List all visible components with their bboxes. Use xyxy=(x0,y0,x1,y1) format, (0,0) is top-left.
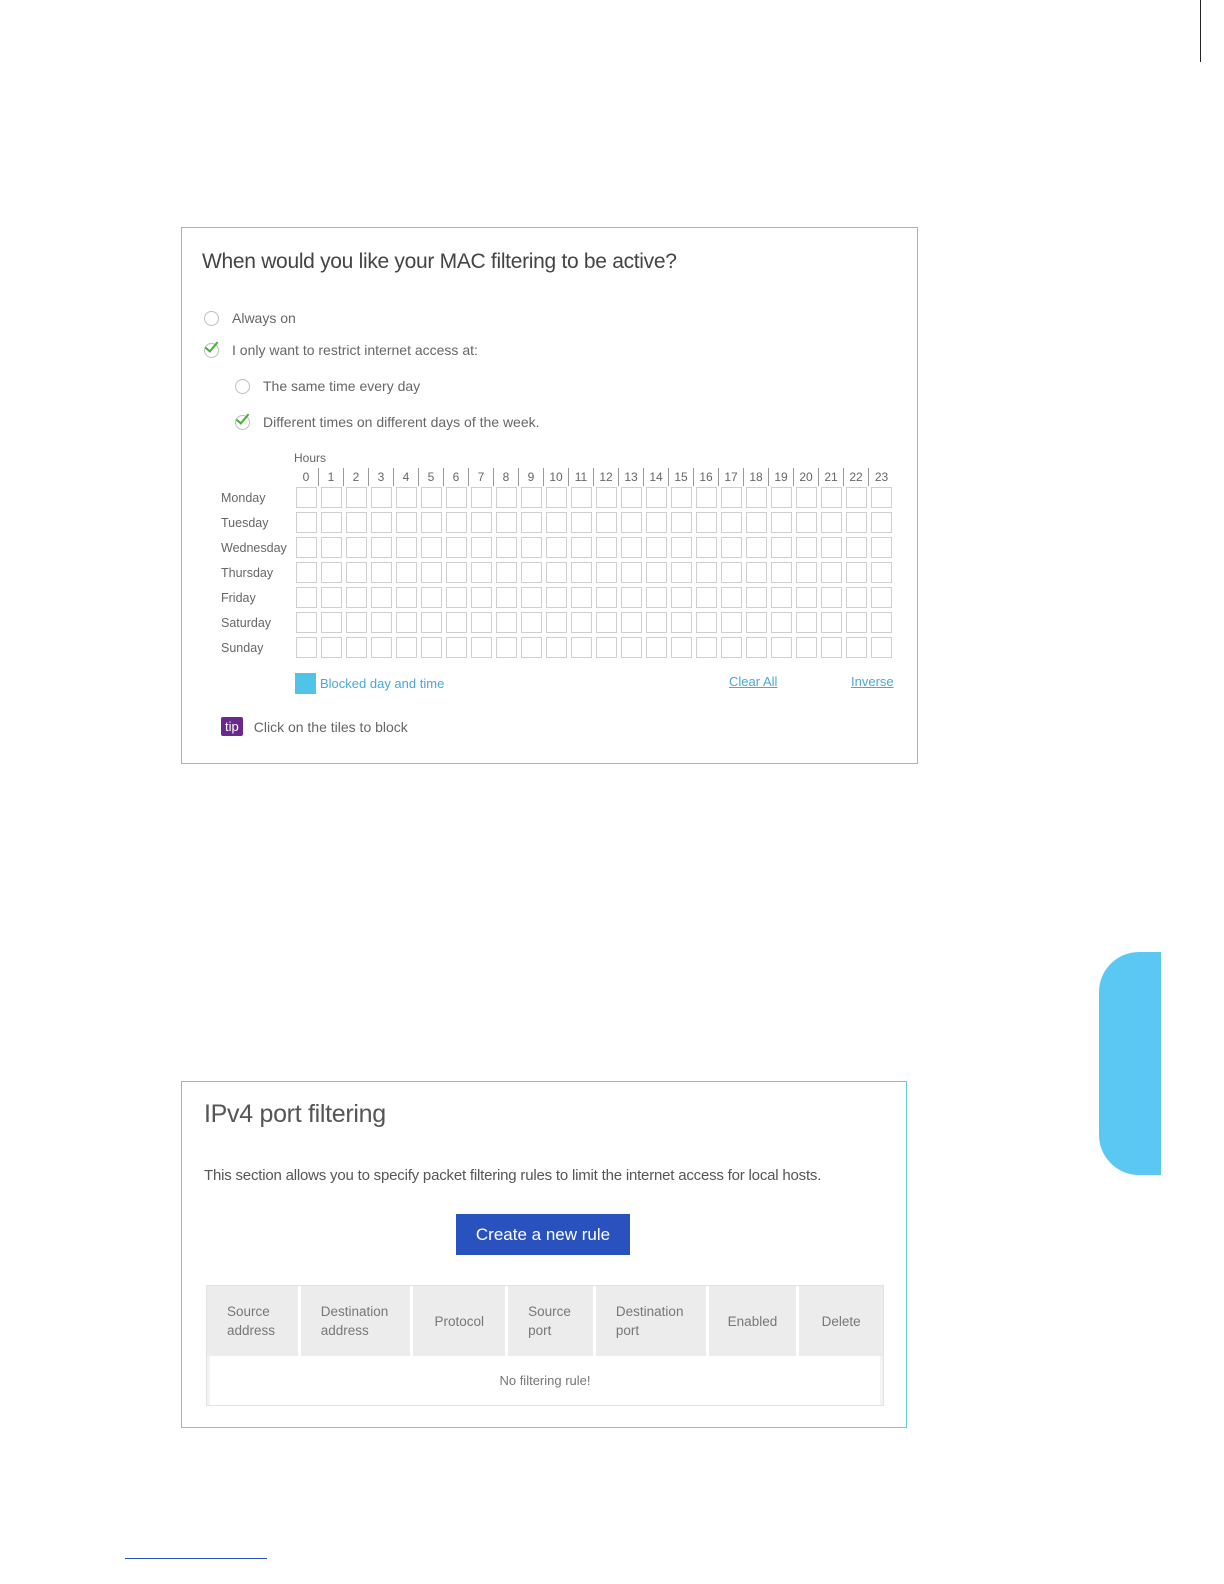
schedule-tile[interactable] xyxy=(346,487,367,508)
option-different-times[interactable] xyxy=(235,414,540,430)
schedule-tile[interactable] xyxy=(321,512,342,533)
column-header: Protocol xyxy=(413,1286,508,1356)
schedule-tile[interactable] xyxy=(421,587,442,608)
schedule-tile[interactable] xyxy=(696,512,717,533)
schedule-tile[interactable] xyxy=(796,612,817,633)
schedule-tile[interactable] xyxy=(771,487,792,508)
always-on-label: Always on xyxy=(232,310,296,326)
schedule-tile[interactable] xyxy=(821,512,842,533)
schedule-tile[interactable] xyxy=(871,612,892,633)
schedule-tile[interactable] xyxy=(771,637,792,658)
schedule-tile[interactable] xyxy=(596,487,617,508)
schedule-tile[interactable] xyxy=(621,512,642,533)
schedule-tile[interactable] xyxy=(521,612,542,633)
schedule-tile[interactable] xyxy=(371,487,392,508)
schedule-tile[interactable] xyxy=(321,562,342,583)
schedule-tile[interactable] xyxy=(571,512,592,533)
hour-header-cell: 23 xyxy=(874,470,889,484)
option-always-on[interactable] xyxy=(204,310,296,326)
hour-header-cell: 4 xyxy=(394,468,419,486)
schedule-tile[interactable] xyxy=(346,512,367,533)
schedule-tile[interactable] xyxy=(321,487,342,508)
hour-header-cell: 19 xyxy=(769,468,794,486)
schedule-tile[interactable] xyxy=(871,587,892,608)
option-restrict[interactable] xyxy=(204,342,478,358)
schedule-tile[interactable] xyxy=(796,512,817,533)
schedule-tile[interactable] xyxy=(396,637,417,658)
blocked-legend-label: Blocked day and time xyxy=(320,676,445,691)
hour-header-cell: 21 xyxy=(819,468,844,486)
different-times-checkmark-radio[interactable] xyxy=(235,415,250,430)
schedule-tile[interactable] xyxy=(496,487,517,508)
schedule-grid xyxy=(294,468,894,661)
schedule-tile[interactable] xyxy=(621,537,642,558)
same-time-radio[interactable] xyxy=(235,379,250,394)
column-header: Source address xyxy=(207,1286,301,1356)
schedule-tile[interactable] xyxy=(471,637,492,658)
schedule-tile[interactable] xyxy=(696,612,717,633)
schedule-tile[interactable] xyxy=(471,587,492,608)
schedule-tile[interactable] xyxy=(396,487,417,508)
tip-box xyxy=(221,717,408,736)
schedule-tile[interactable] xyxy=(521,587,542,608)
always-on-radio[interactable] xyxy=(204,311,219,326)
schedule-tile[interactable] xyxy=(871,562,892,583)
schedule-tile[interactable] xyxy=(621,637,642,658)
schedule-tile[interactable] xyxy=(571,562,592,583)
schedule-tile[interactable] xyxy=(521,637,542,658)
hour-header-cell: 7 xyxy=(469,468,494,486)
schedule-tile[interactable] xyxy=(321,537,342,558)
schedule-tile[interactable] xyxy=(746,637,767,658)
schedule-tile[interactable] xyxy=(446,537,467,558)
hour-header-cell: 5 xyxy=(419,468,444,486)
schedule-tile[interactable] xyxy=(746,587,767,608)
day-tile-rows xyxy=(294,486,894,661)
schedule-tile[interactable] xyxy=(546,637,567,658)
schedule-tile[interactable] xyxy=(846,637,867,658)
mac-filter-title: When would you like your MAC filtering to be active? xyxy=(202,250,677,273)
schedule-tile[interactable] xyxy=(321,587,342,608)
day-label: Friday xyxy=(221,591,256,605)
inverse-link[interactable]: Inverse xyxy=(851,674,894,689)
column-header: Source port xyxy=(508,1286,596,1356)
schedule-tile[interactable] xyxy=(846,612,867,633)
day-label: Tuesday xyxy=(221,516,269,530)
schedule-tile[interactable] xyxy=(471,537,492,558)
hour-header-cell: 0 xyxy=(294,468,319,486)
restrict-label: I only want to restrict internet access at: xyxy=(232,342,478,358)
schedule-tile[interactable] xyxy=(646,537,667,558)
schedule-tile[interactable] xyxy=(371,637,392,658)
schedule-tile[interactable] xyxy=(421,487,442,508)
schedule-tile[interactable] xyxy=(521,562,542,583)
tip-badge: tip xyxy=(221,717,243,736)
page-edge-rule xyxy=(1200,0,1201,62)
schedule-tile[interactable] xyxy=(696,637,717,658)
hour-header-cell: 8 xyxy=(494,468,519,486)
schedule-tile[interactable] xyxy=(621,612,642,633)
schedule-tile[interactable] xyxy=(646,512,667,533)
schedule-tile[interactable] xyxy=(421,512,442,533)
schedule-tile[interactable] xyxy=(671,612,692,633)
schedule-tile[interactable] xyxy=(696,587,717,608)
schedule-tile[interactable] xyxy=(396,562,417,583)
hour-header-cell: 13 xyxy=(619,468,644,486)
schedule-tile[interactable] xyxy=(796,487,817,508)
schedule-tile[interactable] xyxy=(796,587,817,608)
schedule-tile[interactable] xyxy=(371,612,392,633)
column-header: Enabled xyxy=(709,1286,800,1356)
tip-text: Click on the tiles to block xyxy=(253,718,408,735)
schedule-tile[interactable] xyxy=(646,487,667,508)
schedule-tile[interactable] xyxy=(421,612,442,633)
schedule-tile[interactable] xyxy=(446,612,467,633)
schedule-tile[interactable] xyxy=(571,612,592,633)
schedule-tile[interactable] xyxy=(721,587,742,608)
schedule-tile[interactable] xyxy=(521,487,542,508)
day-label: Wednesday xyxy=(221,541,287,555)
schedule-tile[interactable] xyxy=(396,537,417,558)
hour-header-cell: 10 xyxy=(544,468,569,486)
schedule-tile[interactable] xyxy=(321,637,342,658)
schedule-tile[interactable] xyxy=(296,537,317,558)
schedule-tile[interactable] xyxy=(346,587,367,608)
hour-header-cell: 16 xyxy=(694,468,719,486)
schedule-tile[interactable] xyxy=(696,562,717,583)
schedule-tile[interactable] xyxy=(446,587,467,608)
schedule-tile[interactable] xyxy=(671,487,692,508)
hour-header-cell: 20 xyxy=(794,468,819,486)
schedule-tile[interactable] xyxy=(771,612,792,633)
schedule-tile[interactable] xyxy=(296,487,317,508)
schedule-tile[interactable] xyxy=(871,487,892,508)
day-row xyxy=(294,611,894,636)
schedule-tile[interactable] xyxy=(421,537,442,558)
schedule-tile[interactable] xyxy=(721,537,742,558)
rules-table xyxy=(206,1285,884,1406)
option-same-time[interactable] xyxy=(235,378,420,394)
blocked-swatch xyxy=(295,673,316,694)
schedule-tile[interactable] xyxy=(446,637,467,658)
schedule-tile[interactable] xyxy=(521,512,542,533)
schedule-tile[interactable] xyxy=(771,512,792,533)
schedule-tile[interactable] xyxy=(671,637,692,658)
schedule-tile[interactable] xyxy=(846,537,867,558)
blocked-legend xyxy=(295,673,444,694)
schedule-tile[interactable] xyxy=(596,537,617,558)
schedule-tile[interactable] xyxy=(546,487,567,508)
schedule-tile[interactable] xyxy=(421,637,442,658)
schedule-tile[interactable] xyxy=(521,537,542,558)
schedule-tile[interactable] xyxy=(696,487,717,508)
schedule-tile[interactable] xyxy=(746,512,767,533)
schedule-tile[interactable] xyxy=(621,562,642,583)
schedule-tile[interactable] xyxy=(871,637,892,658)
schedule-tile[interactable] xyxy=(346,537,367,558)
schedule-tile[interactable] xyxy=(571,637,592,658)
day-row xyxy=(294,586,894,611)
hour-header-cell: 22 xyxy=(844,468,869,486)
day-row xyxy=(294,536,894,561)
schedule-tile[interactable] xyxy=(696,537,717,558)
schedule-tile[interactable] xyxy=(596,562,617,583)
schedule-tile[interactable] xyxy=(346,562,367,583)
schedule-tile[interactable] xyxy=(446,487,467,508)
day-label: Saturday xyxy=(221,616,272,630)
schedule-tile[interactable] xyxy=(546,562,567,583)
mac-filter-schedule-panel xyxy=(181,227,918,764)
schedule-tile[interactable] xyxy=(496,587,517,608)
schedule-tile[interactable] xyxy=(596,637,617,658)
schedule-tile[interactable] xyxy=(496,612,517,633)
schedule-tile[interactable] xyxy=(646,612,667,633)
schedule-tile[interactable] xyxy=(371,537,392,558)
column-header: Destination port xyxy=(596,1286,709,1356)
schedule-tile[interactable] xyxy=(421,562,442,583)
hour-header-cell: 1 xyxy=(319,468,344,486)
schedule-tile[interactable] xyxy=(446,512,467,533)
schedule-tile[interactable] xyxy=(346,612,367,633)
schedule-tile[interactable] xyxy=(721,612,742,633)
schedule-tile[interactable] xyxy=(496,512,517,533)
schedule-tile[interactable] xyxy=(371,587,392,608)
schedule-tile[interactable] xyxy=(671,537,692,558)
schedule-tile[interactable] xyxy=(646,562,667,583)
day-label: Monday xyxy=(221,491,266,505)
schedule-tile[interactable] xyxy=(821,587,842,608)
schedule-tile[interactable] xyxy=(296,637,317,658)
schedule-tile[interactable] xyxy=(846,562,867,583)
schedule-tile[interactable] xyxy=(821,487,842,508)
schedule-tile[interactable] xyxy=(471,612,492,633)
schedule-tile[interactable] xyxy=(446,562,467,583)
schedule-tile[interactable] xyxy=(596,587,617,608)
schedule-tile[interactable] xyxy=(546,537,567,558)
schedule-tile[interactable] xyxy=(746,537,767,558)
schedule-tile[interactable] xyxy=(396,512,417,533)
hour-header-cell: 18 xyxy=(744,468,769,486)
hour-header-cell: 11 xyxy=(569,468,594,486)
day-row xyxy=(294,636,894,661)
schedule-tile[interactable] xyxy=(496,637,517,658)
schedule-tile[interactable] xyxy=(296,512,317,533)
hour-header-cell: 6 xyxy=(444,468,469,486)
hour-header-cell: 15 xyxy=(669,468,694,486)
schedule-tile[interactable] xyxy=(846,487,867,508)
schedule-tile[interactable] xyxy=(721,637,742,658)
schedule-tile[interactable] xyxy=(646,587,667,608)
schedule-tile[interactable] xyxy=(771,537,792,558)
schedule-tile[interactable] xyxy=(821,562,842,583)
schedule-tile[interactable] xyxy=(371,562,392,583)
day-labels xyxy=(221,488,287,663)
schedule-tile[interactable] xyxy=(796,562,817,583)
ipv4-port-filter-panel xyxy=(181,1081,907,1428)
same-time-label: The same time every day xyxy=(263,378,421,394)
schedule-tile[interactable] xyxy=(721,487,742,508)
schedule-tile[interactable] xyxy=(346,637,367,658)
schedule-tile[interactable] xyxy=(496,562,517,583)
schedule-tile[interactable] xyxy=(796,537,817,558)
column-header: Delete xyxy=(821,1313,861,1329)
create-new-rule-button[interactable]: Create a new rule xyxy=(456,1214,630,1255)
schedule-tile[interactable] xyxy=(846,587,867,608)
day-label: Sunday xyxy=(221,641,264,655)
schedule-tile[interactable] xyxy=(471,487,492,508)
clear-all-link[interactable]: Clear All xyxy=(729,674,778,689)
schedule-tile[interactable] xyxy=(596,612,617,633)
footer-rule xyxy=(125,1558,267,1559)
schedule-tile[interactable] xyxy=(671,587,692,608)
schedule-tile[interactable] xyxy=(496,537,517,558)
hour-header-cell: 12 xyxy=(594,468,619,486)
schedule-tile[interactable] xyxy=(746,562,767,583)
schedule-tile[interactable] xyxy=(296,612,317,633)
hours-label: Hours xyxy=(294,451,327,465)
schedule-tile[interactable] xyxy=(771,587,792,608)
schedule-tile[interactable] xyxy=(646,637,667,658)
day-label: Thursday xyxy=(221,566,274,580)
schedule-tile[interactable] xyxy=(321,612,342,633)
schedule-tile[interactable] xyxy=(471,562,492,583)
day-row xyxy=(294,561,894,586)
schedule-tile[interactable] xyxy=(796,637,817,658)
day-row xyxy=(294,486,894,511)
schedule-tile[interactable] xyxy=(571,487,592,508)
schedule-tile[interactable] xyxy=(821,637,842,658)
schedule-tile[interactable] xyxy=(771,562,792,583)
rules-table-header xyxy=(207,1286,883,1356)
schedule-tile[interactable] xyxy=(396,587,417,608)
schedule-tile[interactable] xyxy=(621,587,642,608)
schedule-tile[interactable] xyxy=(296,562,317,583)
day-row xyxy=(294,511,894,536)
schedule-tile[interactable] xyxy=(671,512,692,533)
empty-rules-message: No filtering rule! xyxy=(210,1356,880,1405)
hour-header-cell: 3 xyxy=(369,468,394,486)
schedule-tile[interactable] xyxy=(571,587,592,608)
schedule-tile[interactable] xyxy=(571,537,592,558)
schedule-tile[interactable] xyxy=(821,612,842,633)
schedule-tile[interactable] xyxy=(821,537,842,558)
schedule-tile[interactable] xyxy=(546,512,567,533)
hour-header-cell: 14 xyxy=(644,468,669,486)
schedule-tile[interactable] xyxy=(671,562,692,583)
schedule-tile[interactable] xyxy=(371,512,392,533)
column-header: Destination address xyxy=(301,1286,414,1356)
restrict-checkmark-radio[interactable] xyxy=(204,343,219,358)
schedule-tile[interactable] xyxy=(871,537,892,558)
schedule-tile[interactable] xyxy=(621,487,642,508)
schedule-tile[interactable] xyxy=(746,612,767,633)
hour-header-cell: 2 xyxy=(344,468,369,486)
schedule-tile[interactable] xyxy=(546,587,567,608)
schedule-tile[interactable] xyxy=(871,512,892,533)
port-filter-description: This section allows you to specify packet filtering rules to limit the internet access for local hosts. xyxy=(204,1167,822,1184)
schedule-tile[interactable] xyxy=(596,512,617,533)
schedule-tile[interactable] xyxy=(546,612,567,633)
hour-header-row xyxy=(294,468,894,486)
section-tab xyxy=(1099,952,1161,1175)
hour-header-cell: 17 xyxy=(719,468,744,486)
schedule-tile[interactable] xyxy=(396,612,417,633)
different-times-label: Different times on different days of the week. xyxy=(263,414,540,430)
schedule-tile[interactable] xyxy=(746,487,767,508)
hour-header-cell: 9 xyxy=(519,468,544,486)
schedule-tile[interactable] xyxy=(721,562,742,583)
schedule-tile[interactable] xyxy=(471,512,492,533)
schedule-tile[interactable] xyxy=(296,587,317,608)
schedule-tile[interactable] xyxy=(846,512,867,533)
schedule-tile[interactable] xyxy=(721,512,742,533)
port-filter-title: IPv4 port filtering xyxy=(204,1100,386,1128)
